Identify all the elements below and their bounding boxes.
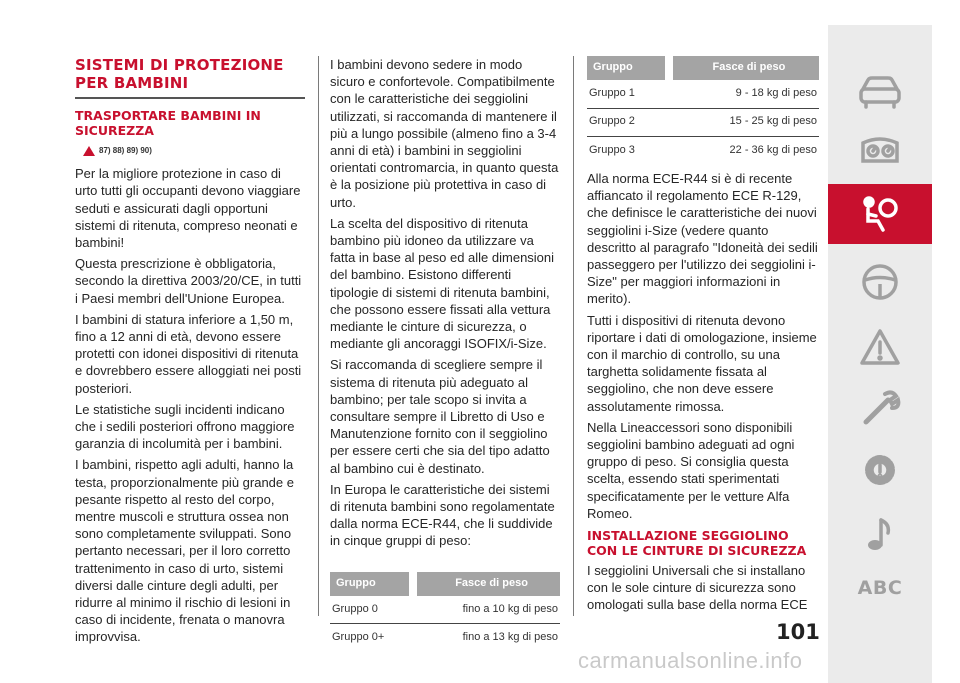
nav-technical-data[interactable]	[828, 440, 932, 500]
cell-weight: fino a 10 kg di peso	[413, 596, 560, 624]
cell-group: Gruppo 3	[589, 143, 635, 156]
paragraph: Nella Lineaccessori sono disponibili seggiolini bambino adeguati ad ogni gruppo di peso. Si consiglia questa scelta, essendo stati sperimentati specificatamente per le vetture Alfa Romeo.	[587, 419, 795, 521]
paragraph: In Europa le caratteristiche dei sistemi di ritenuta bambini sono regolamentate dalla norma ECE-R44, che li suddivide in cinque gruppi di peso:	[330, 481, 555, 549]
airbag-icon	[858, 194, 902, 234]
header-group: Gruppo	[330, 572, 413, 596]
table-row	[330, 624, 560, 652]
nav-dashboard[interactable]	[828, 121, 932, 181]
nav-starting-driving[interactable]	[828, 252, 932, 312]
paragraph: La scelta del dispositivo di ritenuta bambino più idoneo da utilizzare va fatta in base al peso ed alle dimensioni del bambino. Esistono differenti tipologie di sistemi di ritenuta bambini, che possono essere fissati alla vettura mediante le cinture di sicurezza, o mediante gli ancoraggi ISOFIX/i-Size.	[330, 215, 555, 352]
section-title: SISTEMI DI PROTEZIONE PER BAMBINI	[75, 56, 284, 92]
paragraph: I bambini di statura inferiore a 1,50 m, fino a 12 anni di età, devono essere protetti con idonei dispositivi di ritenuta e dovrebbero essere alloggiati nei posti posteriori.	[75, 311, 302, 396]
cell-weight: 9 - 18 kg di peso	[669, 80, 819, 108]
chapter-sidebar	[828, 25, 932, 683]
weight-groups-table	[587, 56, 819, 164]
paragraph: Per la migliore protezione in caso di urto tutti gli occupanti devono viaggiare seduti e assicurati dagli opportuni sistemi di ritenuta, compreso neonati e bambini!	[75, 166, 301, 251]
cell-weight: fino a 13 kg di peso	[462, 631, 558, 644]
abc-label: ABC	[857, 577, 903, 599]
car-icon	[858, 71, 902, 111]
paragraph: Le statistiche sugli incidenti indicano che i sedili posteriori offrono maggiore garanzia di incolumità per i bambini.	[75, 401, 295, 452]
title-divider	[75, 97, 305, 99]
table-header-row	[330, 572, 560, 596]
warning-refs-text: 87) 88) 89) 90)	[99, 146, 152, 155]
warning-triangle-icon	[83, 146, 95, 156]
paragraph: I bambini, rispetto agli adulti, hanno la testa, proporzionalmente più grande e pesante rispetto al resto del corpo, mentre muscoli e struttura ossea non sono completamente sviluppati. Sono pertanto necessari, per il loro corretto trattenimento in caso di urto, sistemi diversi dalle cinture degli adulti, per ridurre al minimo il rischio di lesioni in caso di incidente, frenata o manovra improvvisa.	[75, 457, 294, 645]
nav-maintenance[interactable]	[828, 378, 932, 438]
cell-group: Gruppo 0	[330, 596, 413, 624]
steering-wheel-icon	[858, 262, 902, 302]
paragraph: I bambini devono sedere in modo sicuro e confortevole. Compatibilmente con le caratteristiche dei seggiolini utilizzati, si raccomanda di mantenere il più a lungo possibile (almeno fino a 3-4 anni di età) i bambini in seggiolini orientati contromarcia, in quanto questa è la posizione più protettiva in caso di urto.	[330, 57, 559, 210]
nav-multimedia[interactable]	[828, 505, 932, 565]
cell-weight: 22 - 36 kg di peso	[729, 143, 817, 156]
warning-references	[83, 142, 305, 159]
table-row	[587, 108, 819, 136]
column-divider	[318, 56, 319, 616]
page-number: 101	[776, 620, 820, 644]
nav-safety[interactable]	[828, 184, 932, 244]
nav-index[interactable]	[828, 558, 932, 618]
nav-emergency[interactable]	[828, 317, 932, 377]
table-row	[330, 596, 560, 624]
column-2	[330, 56, 560, 652]
warning-icon	[858, 327, 902, 367]
cell-group: Gruppo 1	[587, 80, 669, 108]
subsection-title: INSTALLAZIONE SEGGIOLINO CON LE CINTURE DI SICUREZZA	[587, 528, 807, 559]
column-divider	[573, 56, 574, 616]
cell-weight: 15 - 25 kg di peso	[669, 108, 819, 136]
dashboard-icon	[858, 131, 902, 171]
table-row	[587, 80, 819, 108]
wrench-icon	[858, 388, 902, 428]
paragraph: Alla norma ECE-R44 si è di recente affiancato il regolamento ECE R-129, che definisce le caratteristiche dei nuovi seggiolini i-Size (vedere quanto descritto al paragrafo "Idoneità dei sedili passeggero per l'utilizzo dei seggiolini i-Size" per maggiori informazioni in merito).	[587, 171, 818, 307]
watermark: carmanualsonline.info	[578, 648, 803, 673]
paragraph: I seggiolini Universali che si installano con le sole cinture di sicurezza sono omologati sulla base della norma ECE	[587, 563, 808, 613]
subsection-title: TRASPORTARE BAMBINI IN SICUREZZA	[75, 108, 261, 138]
column-3	[587, 56, 819, 618]
cell-group: Gruppo 2	[587, 108, 669, 136]
header-weight: Fasce di peso	[669, 56, 819, 80]
paragraph: Questa prescrizione è obbligatoria, secondo la direttiva 2003/20/CE, in tutti i Paesi membri dell'Unione Europea.	[75, 256, 302, 306]
paragraph: Si raccomanda di scegliere sempre il sistema di ritenuta più adeguato al bambino; per tale scopo si invita a consultare sempre il Libretto di Uso e Manutenzione fornito con il seggiolino per essere certi che sia del tipo adatto al bambino cui è destinato.	[330, 357, 550, 476]
paragraph: Tutti i dispositivi di ritenuta devono riportare i dati di omologazione, insieme con il marchio di controllo, su una targhetta solidamente fissata al seggiolino, che non deve essere assolutamente rimossa.	[587, 312, 817, 414]
column-1	[75, 56, 305, 650]
header-weight: Fasce di peso	[413, 572, 560, 596]
music-note-icon	[858, 515, 902, 555]
table-row	[587, 136, 819, 164]
header-group: Gruppo	[587, 56, 669, 80]
nav-car[interactable]	[828, 61, 932, 121]
gear-icon	[858, 450, 902, 490]
weight-groups-table	[330, 572, 560, 652]
table-header-row	[587, 56, 819, 80]
cell-group: Gruppo 0+	[332, 631, 385, 644]
